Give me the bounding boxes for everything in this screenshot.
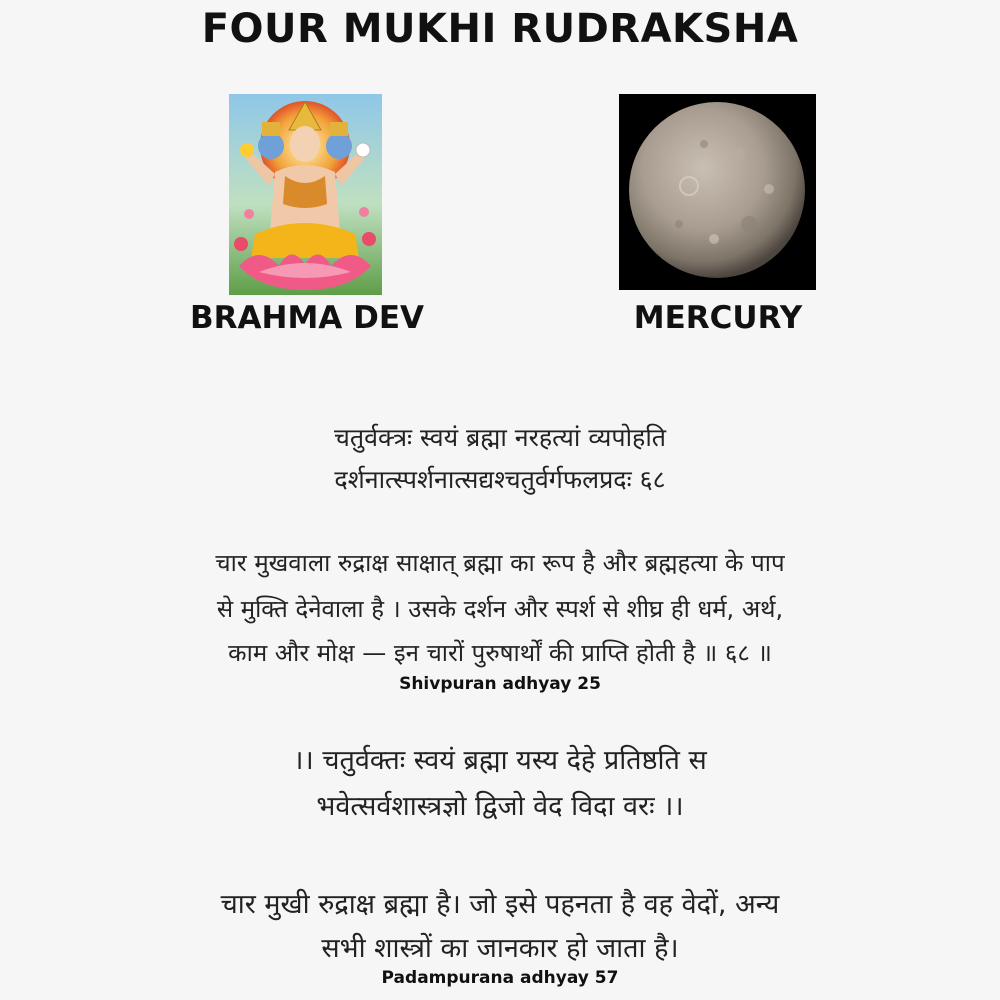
- shiv-meaning-line-2: से मुक्ति देनेवाला है । उसके दर्शन और स्पर्श से शीघ्र ही धर्म, अर्थ,: [216, 595, 784, 623]
- padam-source: Padampurana adhyay 57: [381, 968, 619, 988]
- brahma-dev-image: [229, 94, 382, 295]
- padam-verse-line-2: भवेत्सर्वशास्त्रज्ञो द्विजो वेद विदा वरः ।।: [316, 791, 684, 822]
- shiv-meaning-line-1: चार मुखवाला रुद्राक्ष साक्षात् ब्रह्मा का रूप है और ब्रह्महत्या के पाप: [215, 549, 785, 577]
- padam-verse-line-1: ।। चतुर्वक्तः स्वयं ब्रह्मा यस्य देहे प्रतिष्ठति स: [293, 745, 707, 776]
- mercury-planet-image: [619, 94, 816, 290]
- shiv-verse-line-2: दर्शनात्स्पर्शनात्सद्यश्चतुर्वर्गफलप्रदः ६८: [334, 465, 666, 494]
- planet-caption: MERCURY: [633, 300, 803, 336]
- shiv-source: Shivpuran adhyay 25: [399, 674, 601, 694]
- padam-meaning-line-1: चार मुखी रुद्राक्ष ब्रह्मा है। जो इसे पहनता है वह वेदों, अन्य: [220, 889, 780, 920]
- shiv-verse-line-1: चतुर्वक्त्रः स्वयं ब्रह्मा नरहत्यां व्यपोहति: [333, 423, 667, 452]
- padam-meaning-line-2: सभी शास्त्रों का जानकार हो जाता है।: [321, 933, 679, 964]
- shiv-meaning-line-3: काम और मोक्ष — इन चारों पुरुषार्थों की प्राप्ति होती है ॥ ६८ ॥: [228, 639, 772, 667]
- page-title: FOUR MUKHI RUDRAKSHA: [201, 6, 799, 52]
- deity-caption: BRAHMA DEV: [190, 300, 424, 336]
